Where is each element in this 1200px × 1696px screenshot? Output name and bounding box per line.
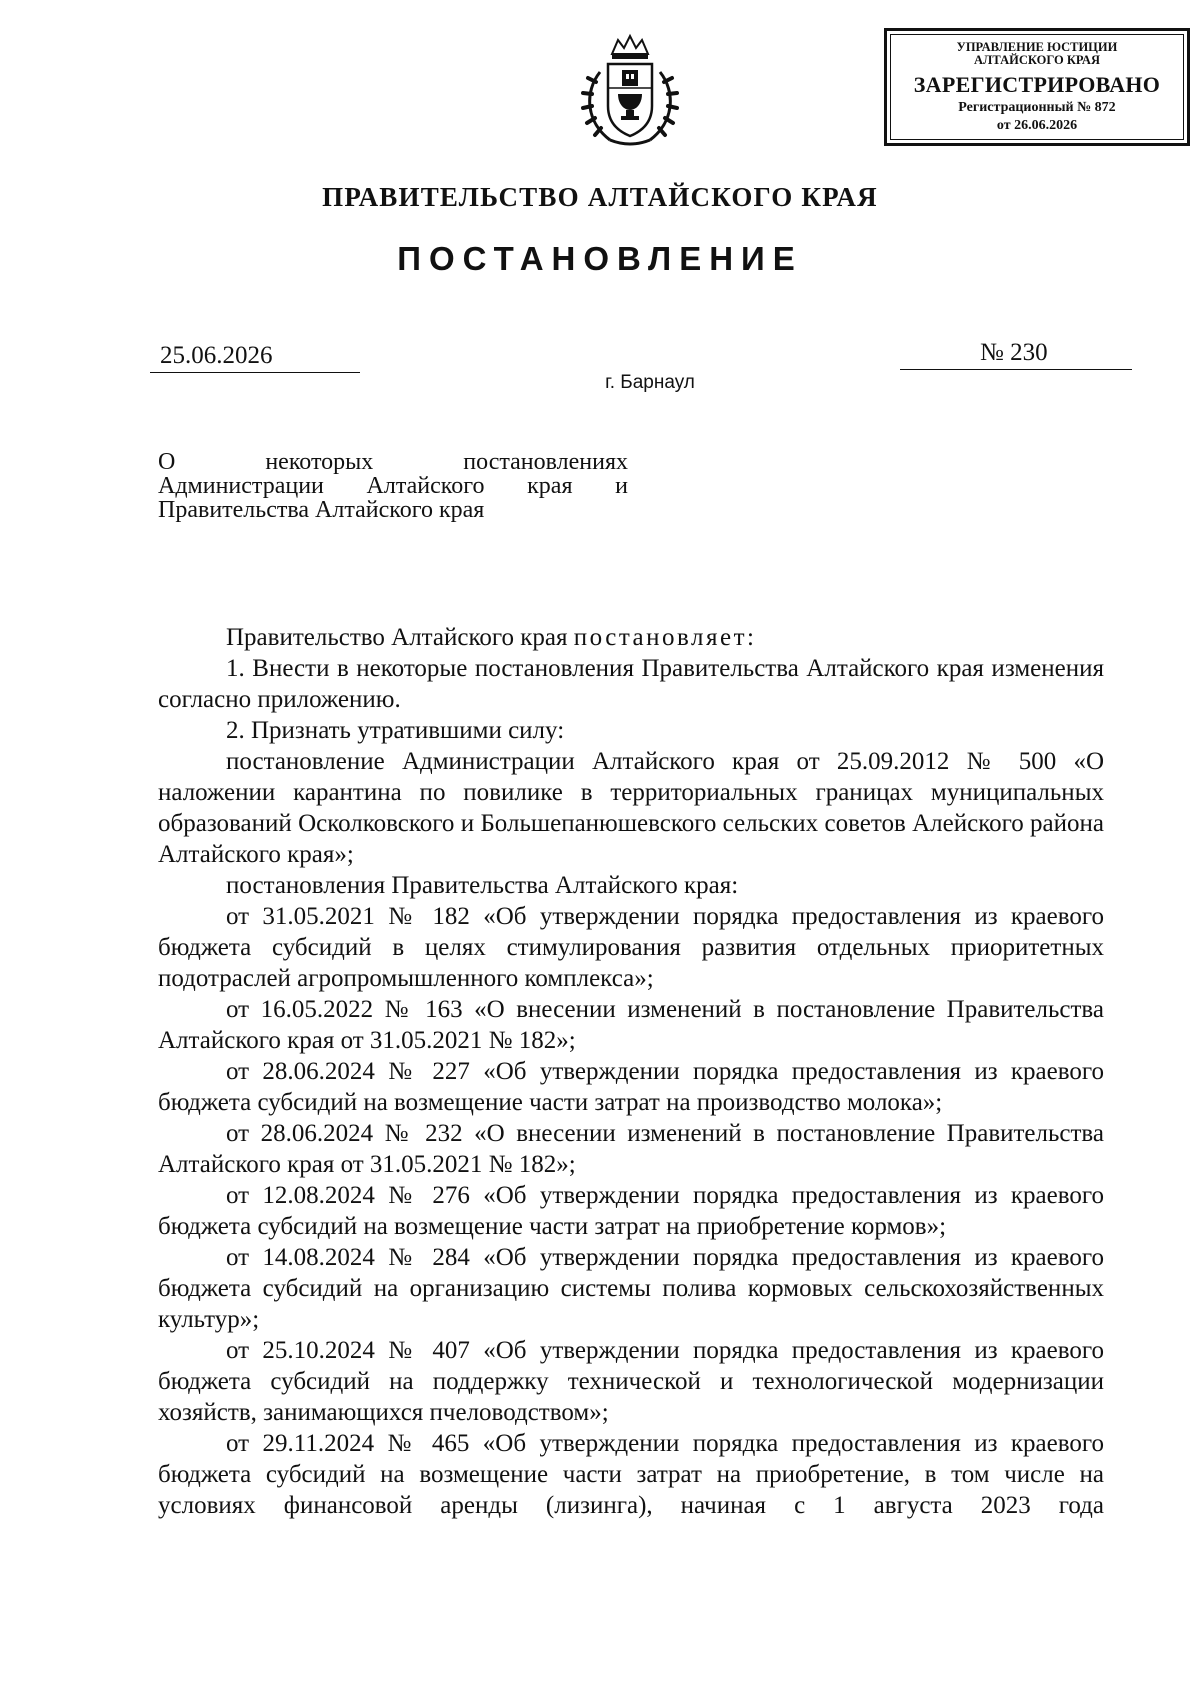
stamp-reg-number: Регистрационный № 872 — [958, 100, 1116, 115]
paragraph-10: от 14.08.2024 № 284 «Об утверждении порядка предоставления из краевого бюджета субсидий на организацию системы полива кормовых сельскохозяйственных культур»; — [158, 1244, 1104, 1333]
stamp-reg-date: от 26.06.2026 — [996, 118, 1078, 133]
document-body — [158, 622, 1104, 1521]
government-title: ПРАВИТЕЛЬСТВО АЛТАЙСКОГО КРАЯ — [322, 182, 878, 212]
paragraph-12: от 29.11.2024 № 465 «Об утверждении порядка предоставления из краевого бюджета субсидий на возмещение части затрат на приобретение, в том числе на условиях финансовой аренды (лизинга), начиная с 1 августа 2023 года — [158, 1430, 1104, 1519]
document-number-field — [900, 337, 1132, 370]
city: г. Барнаул — [605, 372, 695, 393]
document-number: № 230 — [980, 339, 1048, 366]
subject-line-2: Администрации Алтайского края и — [158, 473, 628, 499]
document-date: 25.06.2026 — [160, 342, 273, 369]
preamble-verb: постановляет: — [573, 624, 757, 651]
paragraph-6: от 16.05.2022 № 163 «О внесении изменений в постановление Правительства Алтайского края от 31.05.2021 № 182»; — [158, 996, 1104, 1054]
paragraph-9: от 12.08.2024 № 276 «Об утверждении порядка предоставления из краевого бюджета субсидий на возмещение части затрат на приобретение кормов»; — [158, 1182, 1104, 1240]
preamble-text: Правительство Алтайского края — [226, 624, 574, 651]
document-subject — [158, 450, 628, 522]
preamble — [158, 622, 1104, 653]
document-type-heading: ПОСТАНОВЛЕНИЕ — [397, 240, 803, 277]
paragraph-2: 2. Признать утратившими силу: — [226, 717, 565, 744]
document-date-field — [150, 340, 360, 373]
paragraph-8: от 28.06.2024 № 232 «О внесении изменений в постановление Правительства Алтайского края от 31.05.2021 № 182»; — [158, 1120, 1104, 1178]
paragraph-4: постановления Правительства Алтайского края: — [226, 872, 739, 899]
paragraph-11: от 25.10.2024 № 407 «Об утверждении порядка предоставления из краевого бюджета субсидий на поддержку технической и технологической модернизации хозяйств, занимающихся пчеловодством»; — [158, 1337, 1104, 1426]
paragraph-3: постановление Администрации Алтайского края от 25.09.2012 № 500 «О наложении карантина по повилике в территориальных границах муниципальных образований Осколковского и Большепанюшевского сельских советов Алейского района Алтайского края»; — [158, 748, 1104, 868]
registration-stamp — [884, 28, 1190, 146]
stamp-status: ЗАРЕГИСТРИРОВАНО — [913, 72, 1161, 97]
coat-of-arms-emblem — [570, 32, 690, 152]
paragraph-5: от 31.05.2021 № 182 «Об утверждении порядка предоставления из краевого бюджета субсидий в целях стимулирования развития отдельных приоритетных подотраслей агропромышленного комплекса»; — [158, 903, 1104, 992]
paragraph-7: от 28.06.2024 № 227 «Об утверждении порядка предоставления из краевого бюджета субсидий на возмещение части затрат на производство молока»; — [158, 1058, 1104, 1116]
subject-line-1: О некоторых постановлениях — [158, 449, 628, 475]
subject-line-3: Правительства Алтайского края — [158, 497, 485, 523]
stamp-org-line2: АЛТАЙСКОГО КРАЯ — [974, 53, 1100, 67]
stamp-org-line1: УПРАВЛЕНИЕ ЮСТИЦИИ — [956, 40, 1118, 54]
paragraph-1: 1. Внести в некоторые постановления Правительства Алтайского края изменения согласно приложению. — [158, 655, 1104, 713]
